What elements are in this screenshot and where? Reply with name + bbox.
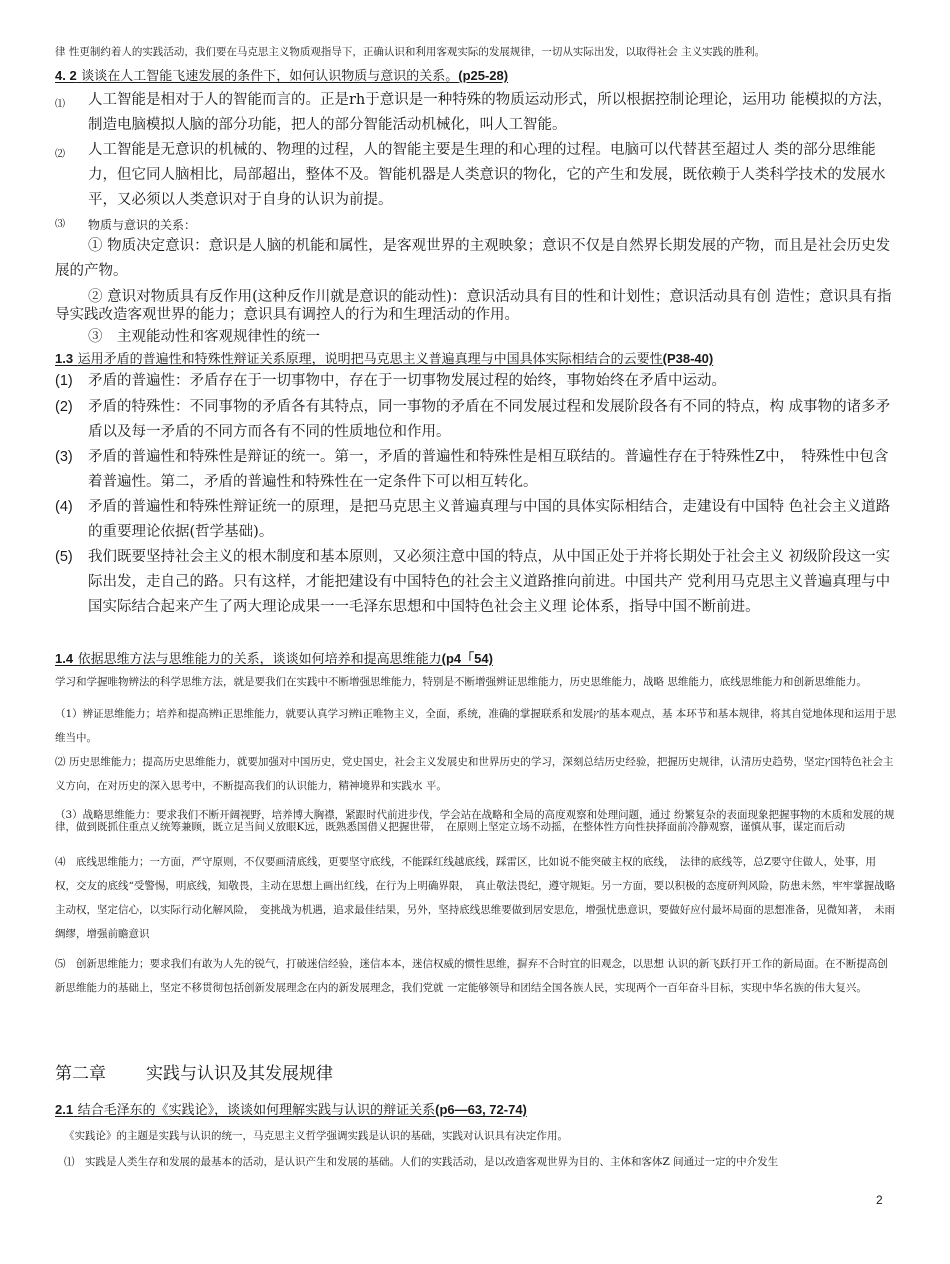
item-text: 我们既要坚持社会主义的根木制度和基本原则，又必须注意中国的特点，从中国正处于并将长期处于社会主义 初级阶段这一实际出发，走自己的路。只有这样，才能把建设有中国特色的社会主义道路推向前进。中国共产 党利用马克思主义普遍真理与中国实际结合起来产生了两大理论成果一一毛泽东思想和中国特色社会主义理 论体系，指导中国不断前进。 [88, 549, 891, 615]
paragraph: （1）辨证思维能力；培养和提高辨i正思维能力，就要认真学习辨i正唯物主义，全面，系统，准确的掌握联系和发展ץ的基本观点，基 本环节和基本规律，将其自觉地体现和运用于思维当中。 [55, 708, 897, 744]
chapter-heading [55, 1062, 333, 1086]
section-4-2-heading [55, 68, 897, 85]
item-text: 物质与意识的关系： [88, 218, 197, 232]
item-text: 人工智能是相对于人的智能而言的。正是rh于意识是一种特殊的物质运动形式，所以根据控制论理论，运用功 能模拟的方法，制造电脑模拟人脑的部分功能，把人的部分智能活动机械化，叫人工智能。 [88, 92, 892, 133]
page-number: 2 [876, 1193, 883, 1207]
section-1-4-heading [55, 651, 897, 668]
item-number: ⑵ [55, 149, 65, 160]
list-item [55, 545, 897, 620]
paragraph: ⑴ 实践是人类生存和发展的最基本的活动，是认识产生和发展的基础。人们的实践活动，是以改造客观世界为目的、主体和客体Z 间通过一定的中介发生 [64, 1156, 779, 1168]
item-number: ⑴ [55, 99, 65, 110]
page-reference: (p25-28) [458, 68, 509, 83]
item-text: 矛盾的普遍性和特殊性辩证统一的原理，是把马克思主义普遍真理与中国的具体实际相结合，走建设有中国特 色社会主义道路的重要理论依据(哲学基础)。 [88, 499, 891, 540]
paragraph: ⑷ 底线思维能力；一方面，严守原则，不仅要画清底线，更要坚守底线，不能踩红线越底线，踩雷区，比如说不能突破主权的底线， 法律的底线等，总Z要守住做人，处事，用权，交友的底线“受警惕，明底线，知敬畏，主动在思想上画出红线，在行为上明确界限， 真止敬法畏纪，遵守规矩。另一方面，要以积极的态度研判风险，防患未然，牢牢掌握战略主动权，坚定信心，以实际行动化解风险， 变挑战为机遇，追求最佳结果，另外，坚持底线思维要做到居安思危，增强忧患意识，要做好应付最坏局面的思想准备，见微知著， 未雨绸缪，增强前瞻意识 [55, 856, 896, 940]
item-text: 矛盾的普遍性：矛盾存在于一切事物中，存在于一切事物发展过程的始终，事物始终在矛盾中运动。 [88, 373, 726, 389]
paragraph: ⑸ 创新思维能力；要求我们有敢为人先的锐气，打破迷信经验，迷信本本，迷信权威的惯性思维，摒弃不合时宜的旧观念，以思想 认识的新飞跃打开工作的新局面。在不断提高创新思维能力的基础上，坚定不移贯彻包括创新发展理念在内的新发展理念，我们党就 一定能够领导和团结全国各族人民，实现两个一百年奋斗目标，实现中华名族的伟大复兴。 [55, 958, 888, 994]
item-number: (4) [55, 499, 73, 515]
page-reference: (p6—63, 72-74) [435, 1102, 527, 1117]
list-item [55, 88, 897, 138]
list-item [55, 216, 897, 234]
chapter-label: 第二章 [55, 1064, 106, 1084]
section-number: 4. 2 [55, 68, 77, 83]
item-text: 矛盾的普遍性和特殊性是辩证的统一。第一，矛盾的普遍性和特殊性是相互联结的。普遍性存在于特殊性Z中， 特殊性中包含着普遍性。第二，矛盾的普遍性和特殊性在一定条件下可以相互转化。 [88, 449, 889, 490]
list-item [55, 369, 897, 394]
section-title: 运用矛盾的普遍性和特殊性辩证关系原理，说明把马克思主义普遍真理与中国具体实际相结合的云要性 [77, 352, 663, 367]
section-title: 谈谈在人工智能飞速发展的条件下，如何认识物质与意识的关系。 [81, 69, 459, 84]
subpoint-1: ① 物质决定意识：意识是人脑的机能和属性，是客观世界的主观映象；意识不仅是自然界长期发展的产物，而且是社会历史发展的产物。 [55, 238, 891, 279]
item-number: (3) [55, 449, 73, 465]
subpoint-2: ② 意识对物质具有反作用(这种反作川就是意识的能动性)：意识活动具有目的性和计划性；意识活动具有创 造性；意识具有指导实践改造客观世界的能力；意识具有调控人的行为和生理活动的作用。 [55, 289, 892, 323]
item-text: 人工智能是无意识的机械的、物理的过程，人的智能主要是生理的和心理的过程。电脑可以代替甚至超过人 类的部分思维能力，但它同人脑相比，局部超出，整体不及。智能机器是人类意识的物化，它的产生和发展，既依赖于人类科学技术的发展水平，又必须以人类意识对于自身的认识为前提。 [88, 142, 886, 208]
item-number: (1) [55, 373, 73, 389]
page-reference: (P38-40) [662, 351, 714, 366]
paragraph: ⑵ 历史思维能力；提高历史思维能力，就要加强对中国历史，党史国史，社会主义发展史和世界历史的学习，深刻总结历史经验，把握历史规律，认清历史趋势，坚定ץ国特色社会主义方向，在对历史的深入思考中，不断提高我们的认识能力，精神境界和实践水 平。 [55, 756, 894, 792]
paragraph: 《实践论》的主题是实践与认识的统一，马克思主义哲学强调实践是认识的基础，实践对认识具有决定作用。 [64, 1130, 568, 1142]
section-number: 1.3 [55, 351, 74, 366]
top-continuation-line: 律 性更制约着人的实践活动，我们要在马克思主义物质观指导下，正确认识和利用客观实际的发展规律，一切从实际出发，以取得社会 主义实践的胜利。 [55, 46, 766, 58]
section-1-3-heading [55, 351, 897, 368]
list-item [55, 138, 897, 213]
section-number: 2.1 [55, 1102, 74, 1117]
list-item [55, 395, 897, 445]
item-number: (2) [55, 399, 73, 415]
chapter-title: 实践与认识及其发展规律 [146, 1064, 333, 1084]
page-reference: (p4「54) [441, 651, 493, 666]
list-item [55, 445, 897, 495]
paragraph: 学习和学握唯物辨法的科学思维方法，就是要我们在实践中不断增强思维能力，特别是不断增强辨证思维能力，历史思维能力，战略 思维能力，底线思维能力和创新思维能力。 [55, 676, 867, 688]
item-number: ⑶ [55, 219, 65, 230]
section-title: 依据思维方法与思维能力的关系，谈谈如何培养和提高思维能力 [77, 652, 442, 667]
section-number: 1.4 [55, 651, 74, 666]
paragraph: （3）战略思维能力：要求我们不断开阔视野，培养博大胸襟，紧跟时代前进步伐，学会站在战略和全局的高度观察和处理问题，通过 纷繁复杂的表面现象把握事物的木质和发展的规律，做到既抓住重点乂统筹兼顾，既立足当间乂放眼K远，既熟悉国借乂把握世带， 在原则上坚定立场不动摇，在整体性方向性抉择面前冷静观察，谨慎从事，谋定而后动 [55, 809, 895, 833]
subpoint-3: ③ 主观能动性和客观规律性的统一 [88, 329, 320, 345]
item-text: 矛盾的特殊性：不同事物的矛盾各有其特点，同一事物的矛盾在不同发展过程和发展阶段各有不同的特点，构 成事物的诸多矛盾以及每一矛盾的不同方而各有不同的性质地位和作用。 [88, 399, 891, 440]
section-title: 结合毛泽东的《实践论》，谈谈如何理解实践与认识的辩证关系 [77, 1103, 436, 1118]
list-item [55, 495, 897, 545]
section-2-1-heading [55, 1102, 897, 1119]
item-number: (5) [55, 549, 73, 565]
